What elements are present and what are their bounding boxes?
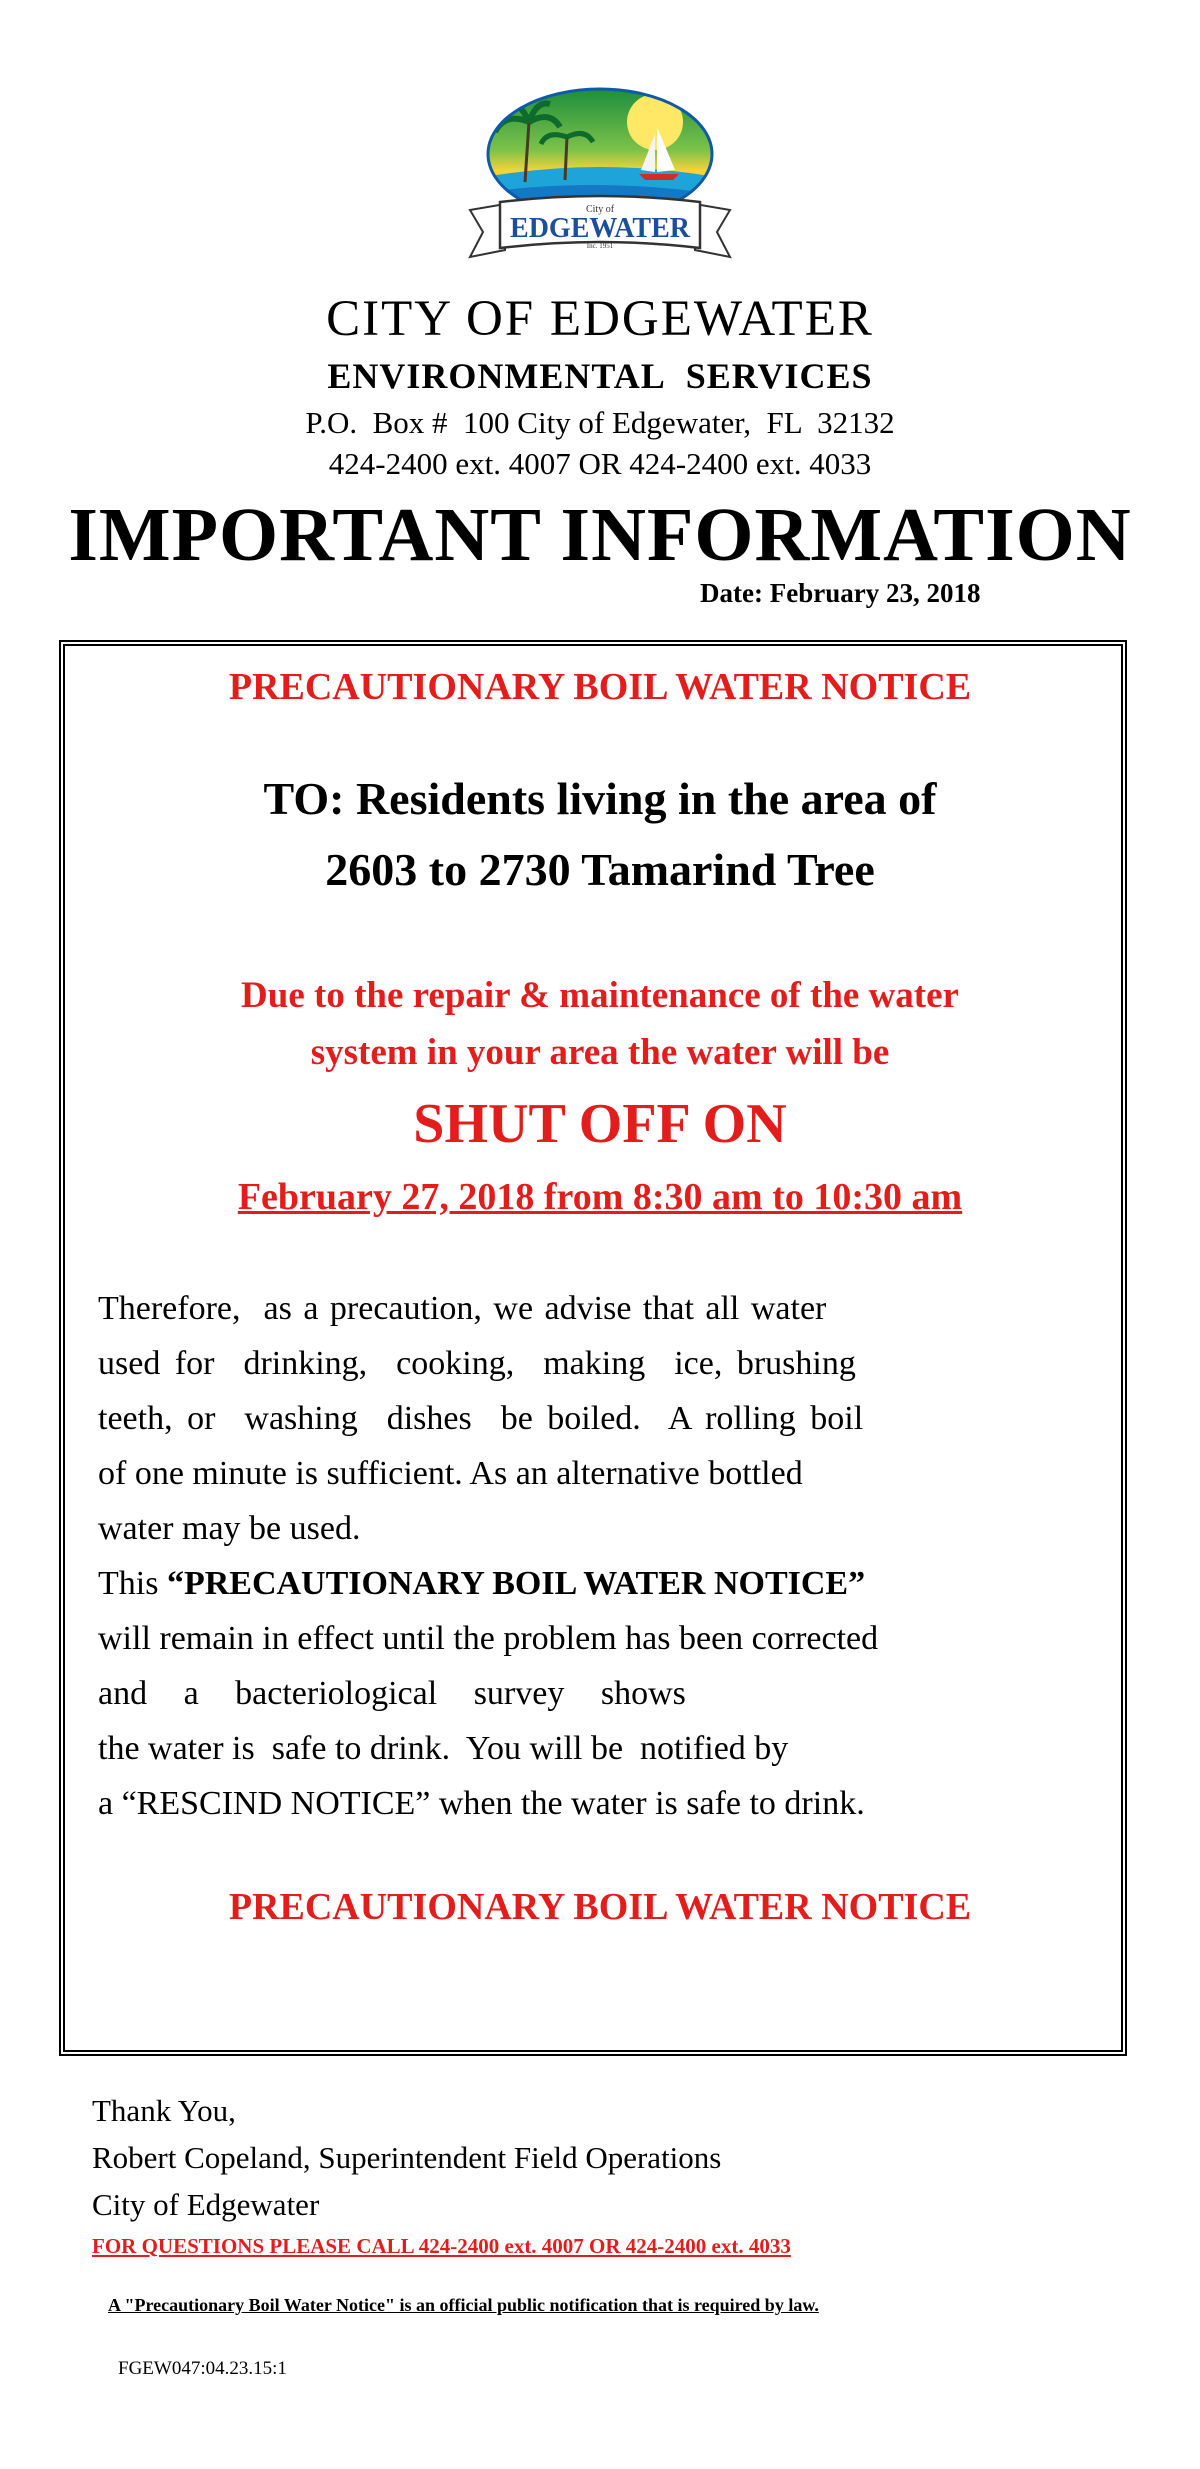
signer-name: Robert Copeland, Superintendent Field Operations: [92, 2140, 722, 2175]
notice-title-bottom: PRECAUTIONARY BOIL WATER NOTICE: [228, 1886, 972, 1928]
body-line: of one minute is sufficient. As an alternative bottled: [98, 1455, 803, 1492]
city-logo: [425, 82, 775, 282]
questions-contact: FOR QUESTIONS PLEASE CALL 424-2400 ext. 4007 OR 424-2400 ext. 4033: [92, 2234, 791, 2258]
form-code: FGEW047:04.23.15:1: [118, 2358, 287, 2379]
logo-name: EDGEWATER: [510, 213, 690, 244]
body-line: will remain in effect until the problem has been corrected: [98, 1620, 879, 1657]
this-prefix: This: [98, 1565, 167, 1602]
closing: Thank You,: [92, 2093, 236, 2128]
shut-off-datetime: February 27, 2018 from 8:30 am to 10:30 am: [237, 1176, 963, 1218]
shut-off-heading: SHUT OFF ON: [413, 1093, 787, 1155]
department-name: ENVIRONMENTAL SERVICES: [327, 356, 873, 396]
city-name: CITY OF EDGEWATER: [326, 291, 874, 347]
signer-city: City of Edgewater: [92, 2187, 320, 2222]
mailing-address: P.O. Box # 100 City of Edgewater, FL 32132: [305, 405, 895, 440]
body-line: the water is safe to drink. You will be notified by: [98, 1730, 789, 1767]
body-line-this: [98, 1565, 865, 1603]
legal-note: A "Precautionary Boil Water Notice" is an official public notification that is required by law.: [108, 2295, 819, 2315]
contact-phone: 424-2400 ext. 4007 OR 424-2400 ext. 4033: [328, 446, 872, 481]
reason-line-2: system in your area the water will be: [310, 1032, 890, 1073]
recipient-line-2: 2603 to 2730 Tamarind Tree: [325, 844, 875, 895]
body-line: Therefore, as a precaution, we advise that all water: [98, 1290, 827, 1327]
logo-inc: Inc. 1951: [586, 242, 614, 250]
logo-small-text: City of: [585, 204, 615, 215]
notice-title-top: PRECAUTIONARY BOIL WATER NOTICE: [228, 666, 972, 708]
body-line: water may be used.: [98, 1510, 361, 1547]
notice-name-quote: “PRECAUTIONARY BOIL WATER NOTICE”: [166, 1565, 866, 1602]
body-line: and a bacteriological survey shows: [98, 1675, 686, 1712]
body-line: used for drinking, cooking, making ice, brushing: [98, 1345, 856, 1382]
notice-date: Date: February 23, 2018: [700, 578, 981, 608]
recipient-line-1: TO: Residents living in the area of: [263, 773, 937, 824]
reason-line-1: Due to the repair & maintenance of the water: [241, 975, 959, 1016]
body-line: teeth, or washing dishes be boiled. A rolling boil: [98, 1400, 864, 1437]
body-line: a “RESCIND NOTICE” when the water is safe to drink.: [98, 1785, 865, 1822]
headline: IMPORTANT INFORMATION: [68, 493, 1132, 577]
